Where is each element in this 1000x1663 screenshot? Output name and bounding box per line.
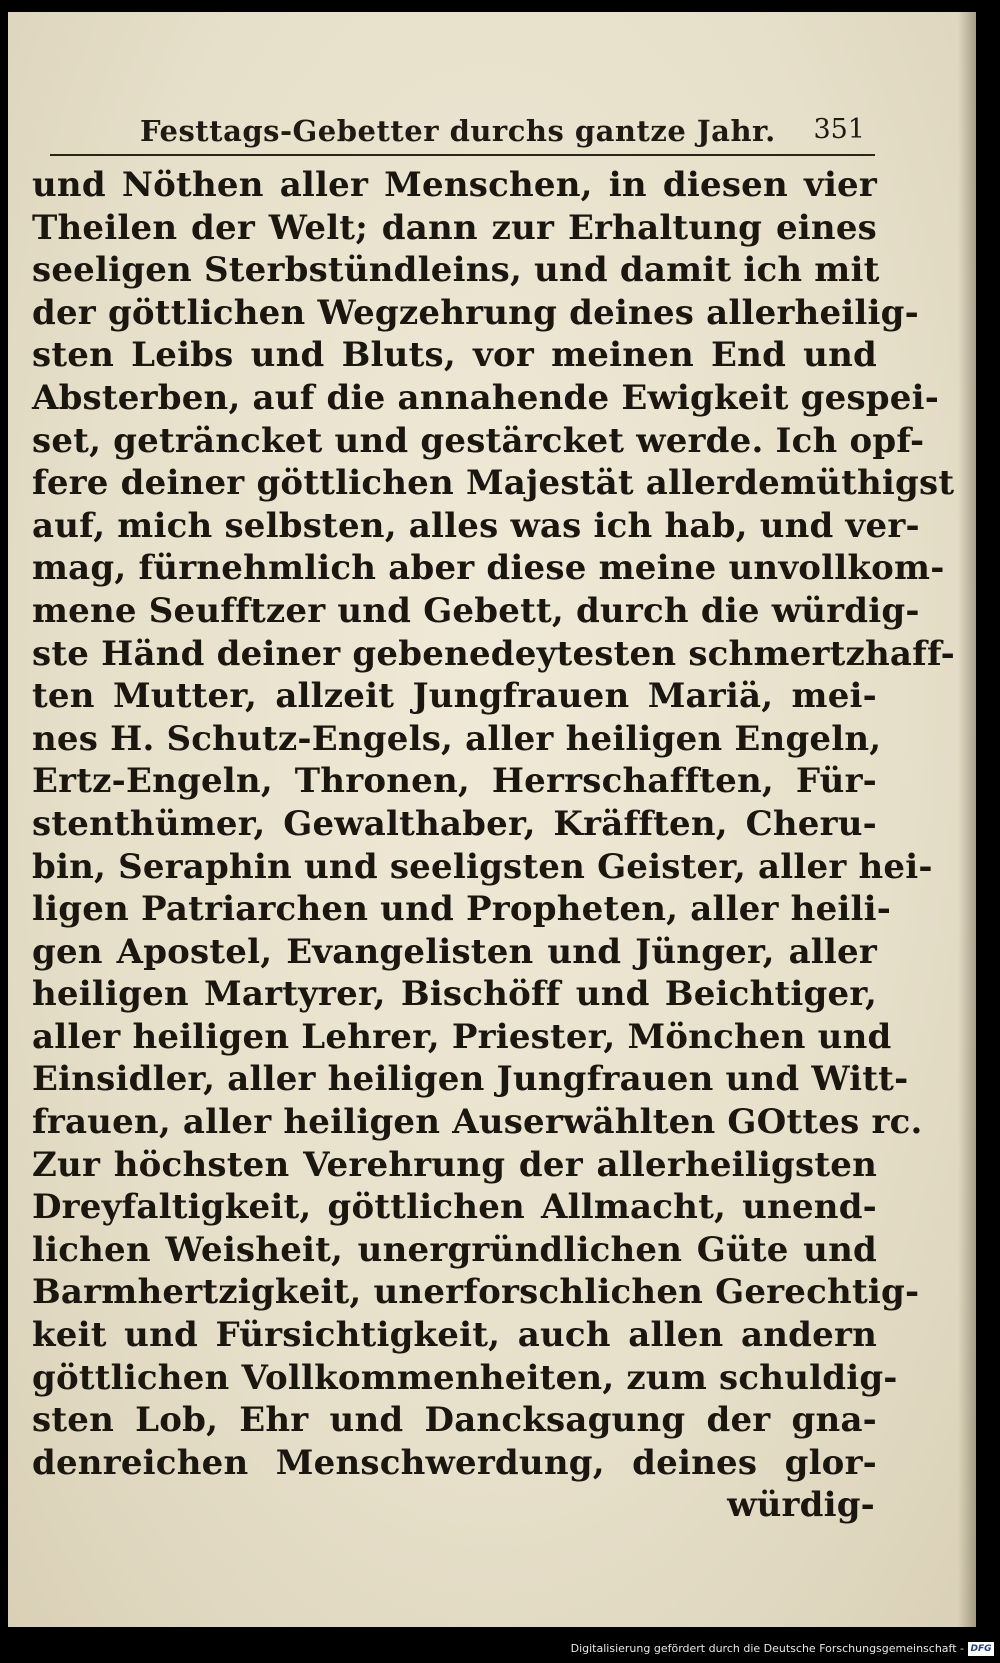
text-line: gen Apostel, Evangelisten und Jünger, aller (32, 931, 877, 972)
text-line: sten Lob, Ehr und Dancksagung der gna- (32, 1400, 877, 1441)
text-line: Absterben, auf die annahende Ewigkeit gespei- (32, 377, 940, 418)
dfg-logo: DFG (968, 1642, 994, 1656)
running-header (50, 104, 875, 156)
text-line: auf, mich selbsten, alles was ich hab, und ver- (32, 505, 920, 546)
header-rule (50, 154, 875, 156)
text-line: aller heiligen Lehrer, Priester, Mönchen und (32, 1016, 892, 1057)
text-line: und Nöthen aller Menschen, in diesen vier (32, 165, 877, 205)
text-line: keit und Fürsichtigkeit, auch allen andern (32, 1315, 877, 1356)
text-line: ligen Patriarchen und Propheten, aller heili- (32, 889, 892, 930)
text-line: Zur höchsten Verehrung der allerheiligsten (32, 1144, 877, 1185)
text-line: ste Händ deiner gebenedeytesten schmertzhaff- (32, 633, 955, 674)
page-edge-shadow (958, 12, 976, 1627)
text-line: Theilen der Welt; dann zur Erhaltung eines (32, 207, 877, 248)
text-line: Einsidler, aller heiligen Jungfrauen und Witt- (32, 1059, 909, 1100)
text-line: bin, Seraphin und seeligsten Geister, aller hei- (32, 846, 933, 887)
running-title: Festtags-Gebetter durchs gantze Jahr. (140, 114, 776, 148)
text-line: seeligen Sterbstündleins, und damit ich mit (32, 250, 880, 291)
text-line: Barmhertzigkeit, unerforschlichen Gerechtig- (32, 1272, 920, 1313)
body-text (32, 164, 955, 1527)
text-line: nes H. Schutz-Engels, aller heiligen Engeln, (32, 718, 882, 759)
text-line: mene Seufftzer und Gebett, durch die würdig- (32, 590, 920, 631)
text-line: mag, fürnehmlich aber diese meine unvollkom- (32, 548, 945, 589)
footer-bar (0, 1629, 1000, 1663)
catchword: würdig- (727, 1485, 875, 1526)
book-page (8, 12, 976, 1627)
text-line: Ertz-Engeln, Thronen, Herrschafften, Für- (32, 761, 877, 802)
text-line: fere deiner göttlichen Majestät allerdemüthigst (32, 463, 955, 504)
text-line: ten Mutter, allzeit Jungfrauen Mariä, mei- (32, 676, 877, 717)
text-line: heiligen Martyrer, Bischöff und Beichtiger, (32, 974, 877, 1015)
text-line: stenthümer, Gewalthaber, Kräfften, Cheru- (32, 803, 877, 844)
text-line: der göttlichen Wegzehrung deines allerheilig- (32, 292, 919, 333)
text-line: lichen Weisheit, unergründlichen Güte und (32, 1229, 877, 1270)
text-line: frauen, aller heiligen Auserwählten GOttes rc. (32, 1102, 923, 1143)
text-line: göttlichen Vollkommenheiten, zum schuldig- (32, 1357, 898, 1398)
text-line: sten Leibs und Bluts, vor meinen End und (32, 335, 877, 376)
text-line: set, geträncket und gestärcket werde. Ich opf- (32, 420, 925, 461)
text-line: denreichen Menschwerdung, deines glor- (32, 1442, 877, 1483)
digitization-credit: Digitalisierung gefördert durch die Deutsche Forschungsgemeinschaft - (570, 1642, 964, 1655)
page-number: 351 (813, 114, 865, 145)
text-line: Dreyfaltigkeit, göttlichen Allmacht, unend- (32, 1187, 877, 1228)
